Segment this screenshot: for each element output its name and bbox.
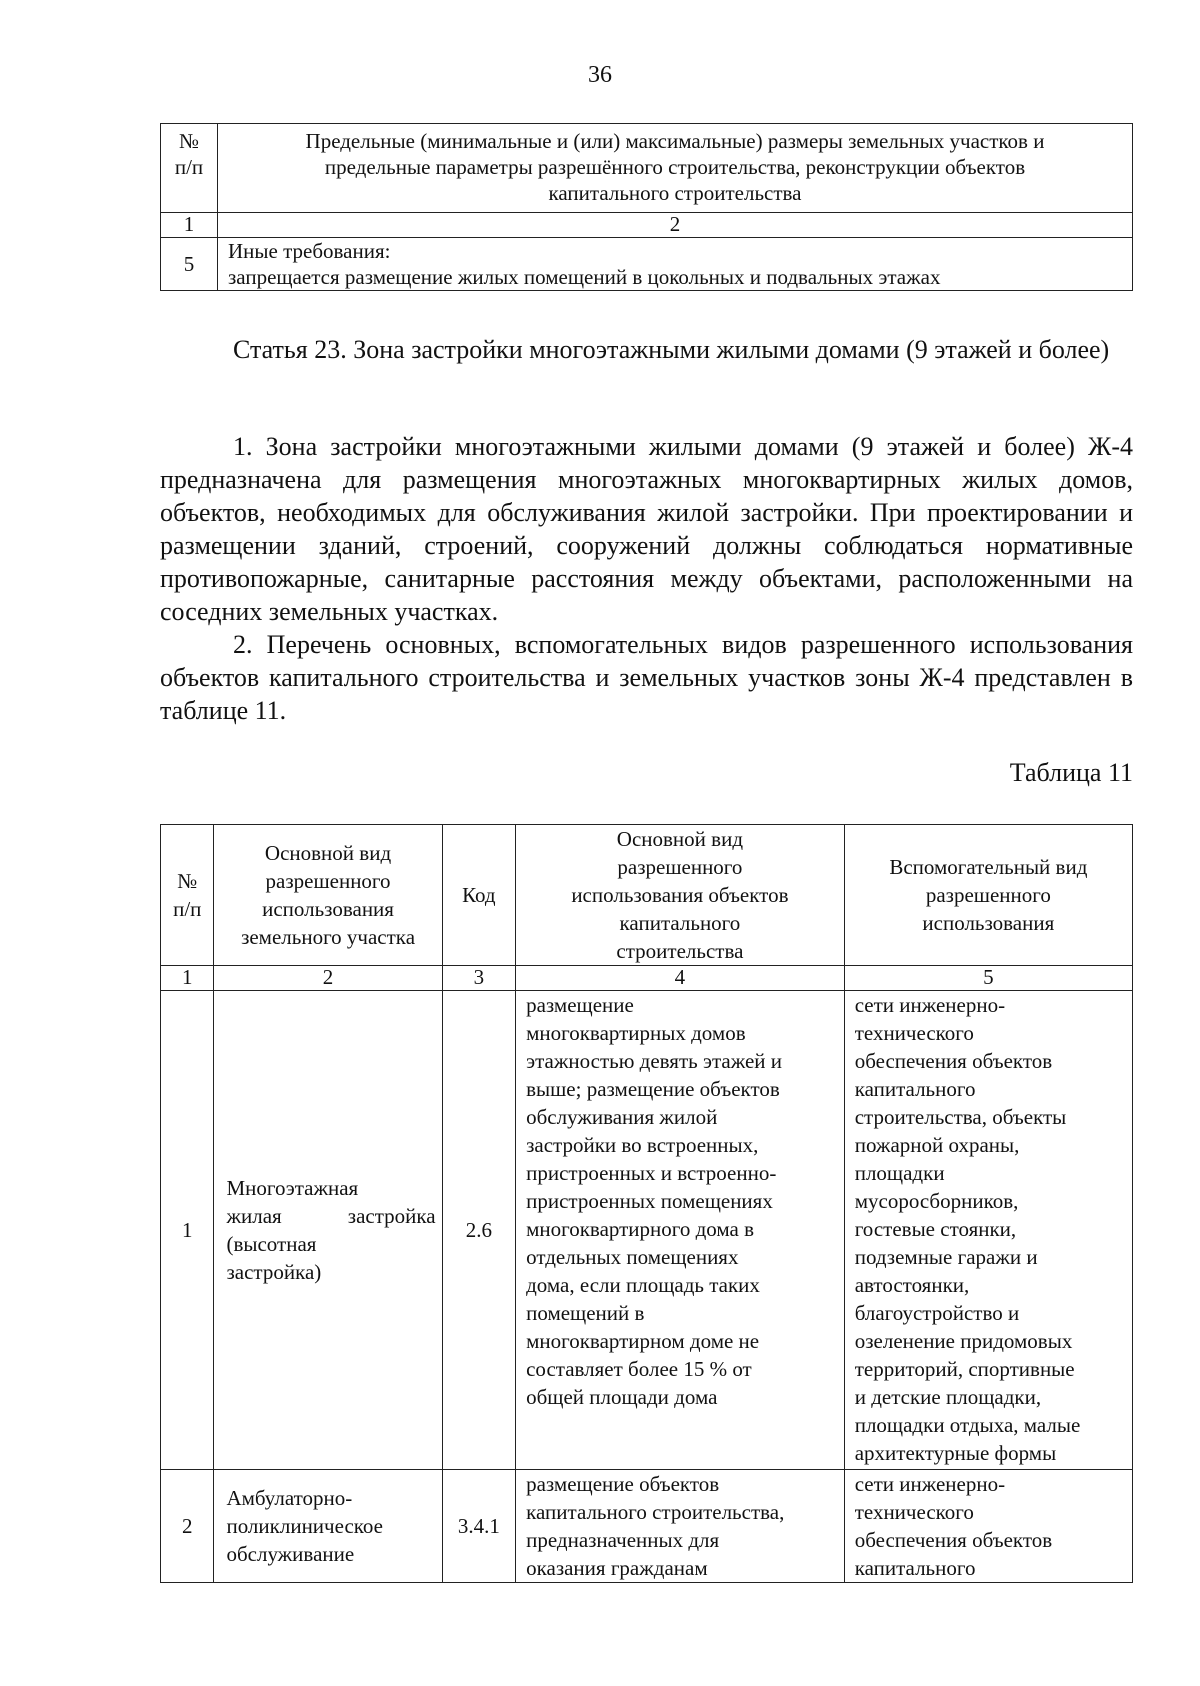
header-line: использования	[922, 911, 1055, 935]
land-use-cell	[214, 991, 442, 1470]
index-cell: 5	[844, 966, 1132, 991]
cell-line: этажностью девять этажей и	[526, 1049, 783, 1073]
cell-line: Многоэтажная	[226, 1176, 359, 1200]
index-cell: 1	[161, 213, 218, 238]
cell-line: пристроенных помещениях	[526, 1189, 773, 1213]
cell-line: пожарной охраны,	[854, 1133, 1020, 1157]
cell-line: и детские площадки,	[854, 1385, 1042, 1409]
header-line: использования	[262, 897, 394, 921]
auxiliary-use-cell	[844, 1470, 1132, 1583]
cell-line: капитального строительства,	[526, 1500, 785, 1524]
cell-line: застройка)	[226, 1260, 322, 1284]
header-line: использования объектов	[571, 883, 789, 907]
cell-line: территорий, спортивные	[854, 1357, 1075, 1381]
page-number: 36	[588, 62, 612, 88]
article-title: Статья 23. Зона застройки многоэтажными жилыми домами (9 этажей и более)	[233, 335, 1110, 364]
header-land-use-cell	[214, 825, 442, 966]
table-index-row	[161, 966, 1133, 991]
capital-use-cell	[516, 1470, 845, 1583]
cell-line: составляет более 15 % от	[526, 1357, 752, 1381]
cell-line: мусоросборников,	[854, 1189, 1019, 1213]
header-line: Основной вид	[264, 841, 392, 865]
cell-line: поликлиническое	[226, 1514, 383, 1538]
header-line: №	[177, 869, 198, 893]
header-line: земельного участка	[241, 925, 416, 949]
index-cell: 1	[161, 966, 214, 991]
header-num-line: №	[178, 129, 200, 153]
cell-line: пристроенных и встроенно-	[526, 1161, 777, 1185]
cell-line: архитектурные формы	[854, 1441, 1057, 1465]
cell-line: оказания гражданам	[526, 1556, 708, 1580]
header-num-line: п/п	[174, 155, 204, 179]
cell-line: подземные гаражи и	[854, 1245, 1038, 1269]
index-cell: 3	[442, 966, 516, 991]
header-line: п/п	[173, 897, 202, 921]
cell-line: технического	[854, 1021, 974, 1045]
code-cell: 2.6	[442, 991, 516, 1470]
table-index-row	[161, 213, 1133, 238]
header-capital-use-cell	[516, 825, 845, 966]
cell-line: предназначенных для	[526, 1528, 720, 1552]
cell-line: общей площади дома	[526, 1385, 718, 1409]
table-row	[161, 1470, 1133, 1583]
header-line: Основной вид	[616, 827, 744, 851]
cell-line: многоквартирного дома в	[526, 1217, 755, 1241]
header-text-line: капитального строительства	[548, 181, 802, 205]
cell-line: отдельных помещениях	[526, 1245, 739, 1269]
cell-line: размещение	[526, 993, 634, 1017]
row-text-line: запрещается размещение жилых помещений в цокольных и подвальных этажах	[228, 265, 941, 289]
row-num-cell: 5	[161, 238, 218, 291]
cell-line: многоквартирных домов	[526, 1021, 746, 1045]
paragraph-2: 2. Перечень основных, вспомогательных видов разрешенного использования объектов капитального строительства и земельных участков зоны Ж-4 представлен в таблице 11.	[160, 630, 1133, 725]
cell-line: обслуживания жилой	[526, 1105, 718, 1129]
cell-line: технического	[854, 1500, 974, 1524]
code-cell: 3.4.1	[442, 1470, 516, 1583]
cell-line: (высотная	[226, 1232, 317, 1256]
zone-parameters-table	[160, 123, 1133, 291]
cell-line: площадки отдыха, малые	[854, 1413, 1081, 1437]
cell-line: Амбулаторно-	[226, 1486, 353, 1510]
cell-line: сети инженерно-	[854, 993, 1006, 1017]
cell-line: капитального	[854, 1077, 976, 1101]
table-caption: Таблица 11	[1009, 758, 1133, 787]
row-text-cell	[218, 238, 1133, 291]
land-use-cell	[214, 1470, 442, 1583]
index-cell: 4	[516, 966, 845, 991]
header-num-cell	[161, 124, 218, 213]
header-line: капитального	[619, 911, 741, 935]
capital-use-cell	[516, 991, 845, 1470]
header-line: разрешенного	[925, 883, 1051, 907]
cell-line: благоустройство и	[854, 1301, 1020, 1325]
header-line: разрешенного	[617, 855, 743, 879]
header-code-cell: Код	[442, 825, 516, 966]
index-cell: 2	[214, 966, 442, 991]
table-row	[161, 991, 1133, 1470]
index-cell: 2	[218, 213, 1133, 238]
header-line: Вспомогательный вид	[889, 855, 1088, 879]
auxiliary-use-cell	[844, 991, 1132, 1470]
header-text-line: предельные параметры разрешённого строительства, реконструкции объектов	[324, 155, 1026, 179]
cell-line: капитального	[854, 1556, 976, 1580]
cell-line: обеспечения объектов	[854, 1528, 1053, 1552]
cell-line: обеспечения объектов	[854, 1049, 1053, 1073]
cell-line: выше; размещение объектов	[526, 1077, 780, 1101]
row-num-cell: 2	[161, 1470, 214, 1583]
cell-line: обслуживание	[226, 1542, 355, 1566]
cell-line: застройки во встроенных,	[526, 1133, 759, 1157]
cell-line: гостевые стоянки,	[854, 1217, 1017, 1241]
cell-line: озеленение придомовых	[854, 1329, 1073, 1353]
header-text-line: Предельные (минимальные и (или) максимальные) размеры земельных участков и	[305, 129, 1045, 153]
table-header-row	[161, 124, 1133, 213]
cell-line: размещение объектов	[526, 1472, 720, 1496]
cell-line: жилая застройка	[226, 1204, 436, 1228]
paragraph-1: 1. Зона застройки многоэтажными жилыми домами (9 этажей и более) Ж-4 предназначена для размещения многоэтажных многоквартирных жилых домов, объектов, необходимых для обслуживания жилой застройки. При проектировании и размещении зданий, строений, сооружений должны соблюдаться нормативные противопожарные, санитарные расстояния между объектами, расположенными на соседних земельных участках.	[160, 432, 1133, 626]
cell-line: дома, если площадь таких	[526, 1273, 760, 1297]
cell-line: многоквартирном доме не	[526, 1329, 760, 1353]
cell-line: площадки	[854, 1161, 945, 1185]
table-header-row	[161, 825, 1133, 966]
cell-line: помещений в	[526, 1301, 645, 1325]
row-num-cell: 1	[161, 991, 214, 1470]
table-row	[161, 238, 1133, 291]
cell-line: автостоянки,	[854, 1273, 970, 1297]
row-text-line: Иные требования:	[228, 239, 391, 263]
header-text-cell	[218, 124, 1133, 213]
header-line: строительства	[616, 939, 744, 963]
header-auxiliary-use-cell	[844, 825, 1132, 966]
cell-line: сети инженерно-	[854, 1472, 1006, 1496]
header-line: разрешенного	[265, 869, 391, 893]
cell-line: строительства, объекты	[854, 1105, 1067, 1129]
table-11	[160, 824, 1133, 1583]
header-num-cell	[161, 825, 214, 966]
